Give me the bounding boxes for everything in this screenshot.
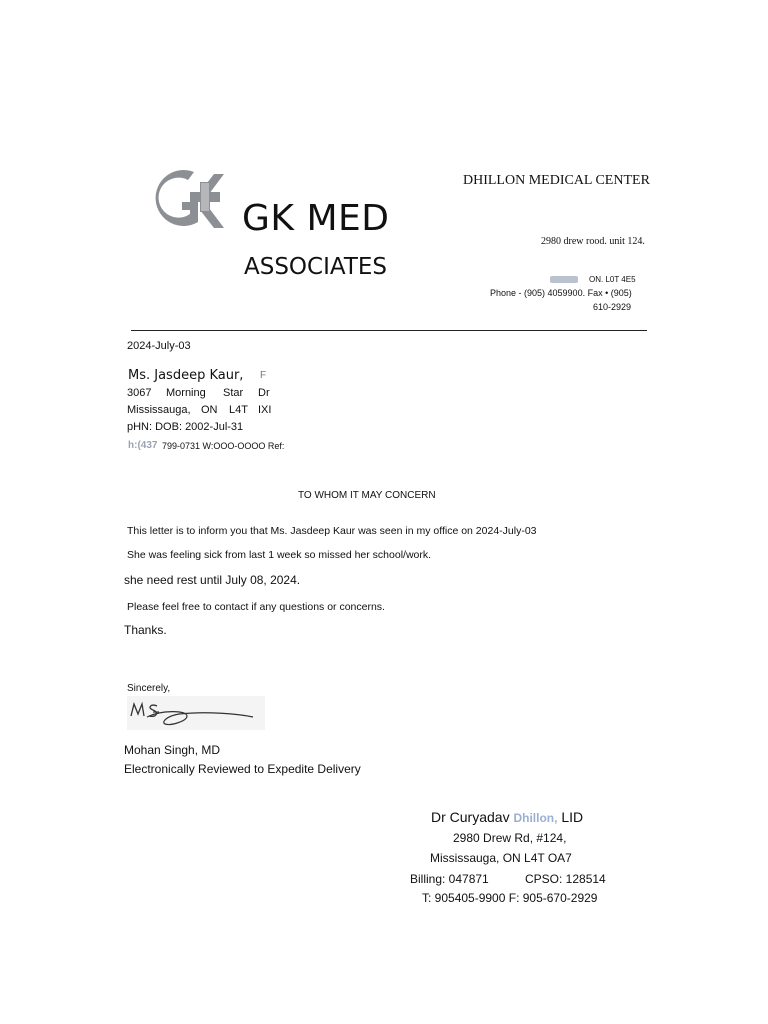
redacted-text xyxy=(550,276,578,283)
address-word: Dr xyxy=(258,387,270,399)
body-paragraph: This letter is to inform you that Ms. Jasdeep Kaur was seen in my office on 2024-July-03 xyxy=(127,525,537,537)
handwritten-signature xyxy=(127,696,265,730)
address-word: Star xyxy=(223,387,244,399)
center-name: DHILLON MEDICAL CENTER xyxy=(463,173,650,188)
footer-address-line2: Mississauga, ON L4T OA7 xyxy=(430,851,572,865)
body-paragraph: Please feel free to contact if any questions or concerns. xyxy=(127,601,385,613)
closing-salutation: Sincerely, xyxy=(127,683,171,694)
patient-flag: F xyxy=(260,370,267,381)
patient-address-line1 xyxy=(127,387,272,401)
signer-name: Mohan Singh, MD xyxy=(124,743,221,757)
gk-med-logo xyxy=(154,164,232,236)
address-word: IXI xyxy=(258,404,272,416)
center-fax-continued: 610-2929 xyxy=(593,302,632,312)
signer-note: Electronically Reviewed to Expedite Delivery xyxy=(124,762,361,776)
center-postal: ON. L0T 4E5 xyxy=(589,275,636,284)
address-word: L4T xyxy=(229,404,248,416)
patient-contact: 799-0731 W:OOO-OOOO Ref: xyxy=(162,441,285,451)
address-word: Mississauga, xyxy=(127,404,191,416)
patient-contact-faded: h:(437 xyxy=(128,440,158,451)
footer-name-suffix: LID xyxy=(557,809,584,825)
patient-phn-dob: pHN: DOB: 2002-Jul-31 xyxy=(127,421,244,433)
footer-doctor-name xyxy=(431,809,583,825)
patient-address-line2 xyxy=(127,404,272,418)
body-paragraph: she need rest until July 08, 2024. xyxy=(124,573,301,587)
footer-cpso: CPSO: 128514 xyxy=(525,872,606,886)
footer-billing: Billing: 047871 xyxy=(410,872,489,886)
footer-address-line1: 2980 Drew Rd, #124, xyxy=(453,831,567,845)
address-word: Morning xyxy=(166,387,206,399)
body-paragraph: She was feeling sick from last 1 week so missed her school/work. xyxy=(127,549,432,561)
brand-subtitle: ASSOCIATES xyxy=(244,254,388,280)
letter-subject: TO WHOM IT MAY CONCERN xyxy=(298,490,436,501)
brand-name: GK MED xyxy=(242,198,390,239)
address-word: ON xyxy=(201,404,218,416)
center-address: 2980 drew rood. unit 124. xyxy=(541,236,645,247)
patient-name: Ms. Jasdeep Kaur, xyxy=(128,368,244,383)
center-phone: Phone - (905) 4059900. Fax • (905) xyxy=(490,288,632,298)
footer-phone-fax: T: 905405-9900 F: 905-670-2929 xyxy=(422,891,598,905)
letter-date: 2024-July-03 xyxy=(127,340,191,352)
footer-name-faded: Dhillon, xyxy=(513,811,558,825)
header-divider xyxy=(131,330,647,331)
address-word: 3067 xyxy=(127,387,152,399)
footer-name-prefix: Dr Curyadav xyxy=(431,809,514,825)
closing-thanks: Thanks. xyxy=(124,623,167,637)
